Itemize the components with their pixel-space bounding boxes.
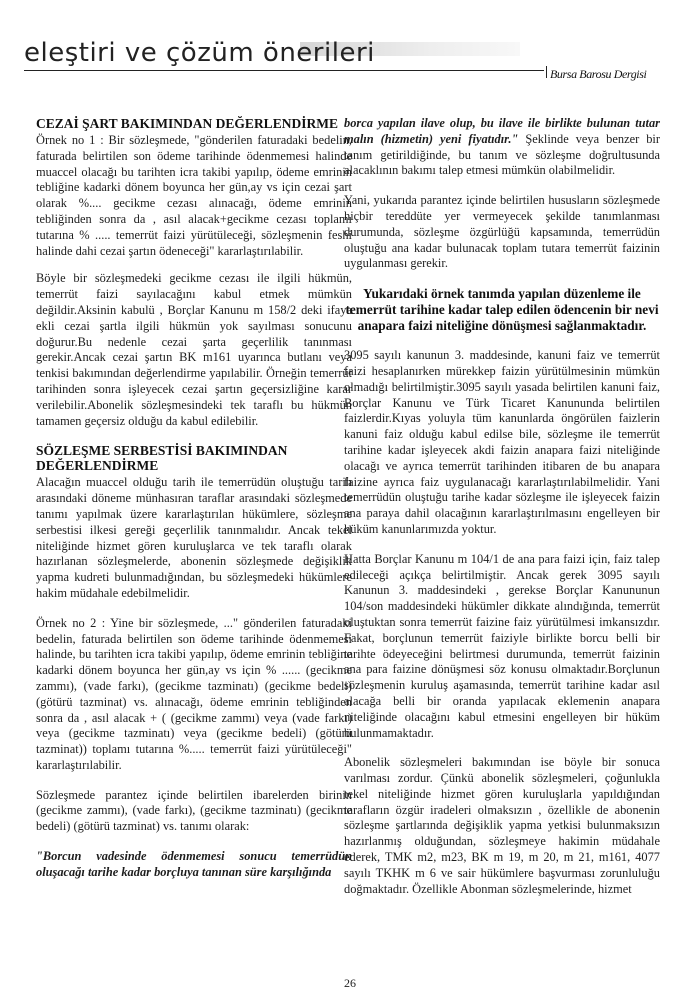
paragraph: Örnek no 1 : Bir sözleşmede, "gönderilen faturadaki bedelin, faturada belirtilen son ödeme tarihinde ödenmemesi halinde muaccel olacağı bu tarihten icra takibi yapılıp, ödeme emrinin tebliğine kadarki dönem boyunca her gün,ay vs için cezai şart olarak %.... gecikme cezası alınacağı, ödeme emrinin tebliğinden sonra da , asıl alacak+gecikme cezası toplamı tutarına % ..... temerrüt faizi yürütüleceği, sözleşmenin feshi halinde dahi cezai şartın ödeneceği" kararlaştırılabilir.	[36, 133, 352, 258]
paragraph	[344, 116, 660, 179]
page-number: 26	[344, 976, 356, 990]
paragraph: Yani, yukarıda parantez içinde belirtilen hususların sözleşmede hiçbir tereddüte yer vermeyecek şekilde tanımlanması durumunda, sözleşme özgürlüğü kapsamında, temerrüdün oluştuğu ana kadar bulunacak toplam tutara temerrüt faizinin uygulanması gerekir.	[344, 193, 660, 271]
heading-contract-freedom: SÖZLEŞME SERBESTİSİ BAKIMINDAN DEĞERLENDİRME	[36, 443, 288, 474]
highlight-heading: Yukarıdaki örnek tanımda yapılan düzenleme ile temerrüt tarihine kadar talep edilen ödencenin bir nevi anapara faizi niteliğine dönüşmesi sağlanmaktadır.	[345, 286, 659, 334]
paragraph-quote: "Borcun vadesinde ödenmemesi sonucu temerrüdün oluşacağı tarihe kadar borçluya tanınan süre karşılığında	[36, 849, 352, 879]
heading-penalty-clause: CEZAİ ŞART BAKIMINDAN DEĞERLENDİRME	[36, 116, 338, 131]
paragraph-text: Şeklinde veya benzer bir tanım getirildiğinde, bu tanım ve sözleşme doğrultusunda alacaklının bakımı talep etmesi mümkün olabilmelidir.	[344, 131, 660, 178]
paragraph: Abonelik sözleşmeleri bakımından ise böyle bir sonuca varılması zordur. Çünkü abonelik sözleşmeleri, çoğunlukla tekel niteliğinde hizmet gören kuruluşlarla yapıldığından tarafların özgür iradeleri olmaksızın , özellikle de abonenin sözleşme şartlarında değişiklik yapma yetkisi bulunmaksızın hazırlanmış olduğundan, sözleşmeye hakimin müdahale ederek, TMK m2, m23, BK m 19, m 20, m 21, m161, 4077 sayılı TKHK m 6 ve sair hükümlere başvurması zorunluluğu doğmaktadır. Özellikle Abonman sözleşmelerinde, hizmet	[344, 755, 660, 896]
left-column	[36, 116, 352, 893]
quote-continuation: borca yapılan ilave olup, bu ilave ile birlikte bulunan tutar malın (hizmetin) yeni fiyatıdır."	[344, 116, 660, 146]
paragraph: Hatta Borçlar Kanunu m 104/1 de ana para faizi için, faiz talep edileceği açıkça belirtilmiştir. Ancak gerek 3095 sayılı Kanunun 3. maddesindeki , gerekse Borçlar Kanununun 104/son maddesindeki hükümler dikkate alındığında, temerrüt oluştuktan sonra temerrüt faizine faiz yürütülmesi imkansızdır. Fakat, borçlunun temerrüt faiziyle birlikte borcu belli bir tarihte ödeyeceğini belirtmesi durumunda, temerrüt faizinin ana para faizine dönüşmesi söz konusu olmaktadır.Borçlunun sözleşmenin kuruluş aşamasında, temerrüt tarihine kadar asıl alacağa belli bir oranda yapılacak eklemenin anapara niteliğinde olacağını kabul etmesini engelleyen bir hüküm bulunmamaktadır.	[344, 551, 660, 740]
paragraph: Böyle bir sözleşmedeki gecikme cezası ile ilgili hükmün, temerrüt faizi sayılacağını kabul etmek mümkün değildir.Aksinin kabulü , Borçlar Kanunu m 158/2 deki ifaya ekli cezai şartla ilgili hükmün yok sayılması sonucunu doğurur.Bu nedenle cezai şarta geçerlilik tanınması gerekir.Ancak cezai şartın BK m161 uyarınca butlanı veya tenkisi bakımından değerlendirme yapılabilir. Örneğin temerrüt tarihinden sonra işleyecek cezai şartın geçersizliğine karar verilebilir.Abonelik sözleşmesindeki tek taraflı bu hükmün tamamen geçersiz olduğu da kabul edilebilir.	[36, 271, 352, 428]
section-title: eleştiri ve çözüm önerileri	[24, 38, 375, 68]
paragraph: Alacağın muaccel olduğu tarih ile temerrüdün oluştuğu tarih arasındaki döneme münhasıran taraflar arasındaki sözleşmede tanımı yapılmak üzere kararlaştırılan hükümlere, sözleşme serbestisi ilkesi gereği geçerlilik tanınmalıdır. Ancak tekel niteliğinde hizmet gören kuruluşlarca ve tek taraflı olarak hazırlanan sözleşmelerde, abonenin sözleşmede değişiklik yapma kudreti bulunmadığından, bu sözleşmedeki hükümlere hakim müdahale edebilmelidir.	[36, 475, 352, 600]
header-divider	[546, 66, 547, 78]
paragraph: Sözleşmede parantez içinde belirtilen ibarelerden birinin (gecikme zammı), (vade farkı), (gecikme tazminatı) (gecikme bedeli) (götürü tazminat) vs. tanımı olarak:	[36, 787, 352, 834]
paragraph: 3095 sayılı kanunun 3. maddesinde, kanuni faiz ve temerrüt faizi hesaplanırken mürekkep faizin yürütülmesinin mümkün olmadığı belirtilmiştir.3095 sayılı yasada belirtilen kanuni faiz, Borçlar Kanunu ve Türk Ticaret Kanununda belirtilen faizlerdir.Kıyas yoluyla tüm kanunlarda öngörülen faizlerin kanuni faiz olduğu kabul edilse bile, sözleşme ile temerrüt tarihine kadar işleyecek akdi faizin anapara faizi niteliğinde olacağı ve ayrıca temerrüt tarihinden itibaren de bu anapara faizine ayrıca faiz uygulanacağı kararlaştırılabilmelidir. Yani temerrüdün oluştuğu tarihe kadar sözleşme ile işleyecek faizin ana paraya dahil olacağının kararlaştırılmasını engelleyen bir hüküm kanunlarımızda yoktur.	[344, 348, 660, 536]
header-rule	[24, 70, 544, 71]
page-header	[0, 0, 700, 90]
journal-name: Bursa Barosu Dergisi	[550, 67, 647, 81]
right-column	[344, 116, 660, 909]
paragraph: Örnek no 2 : Yine bir sözleşmede, ..." gönderilen faturadaki bedelin, faturada belirtilen son ödeme tarihinde ödenmemesi halinde, bu tarihten icra takibi yapılıp, ödeme emrinin tebliğine kadarki dönem boyunca her gün,ay vs için % ...... (gecikme zammı), (vade farkı), (gecikme tazminatı) (gecikme bedeli) (götürü tazminat) vs. alınacağı, ödeme emrinin tebliğinden sonra da , asıl alacak + ( (gecikme zammı) veya (vade farkı) veya (gecikme tazminatı) veya (gecikme bedeli) (götürü tazminat)) toplamı tutarına %..... temerrüt faizi yürütüleceği" kararlaştırılabilir.	[36, 615, 352, 772]
